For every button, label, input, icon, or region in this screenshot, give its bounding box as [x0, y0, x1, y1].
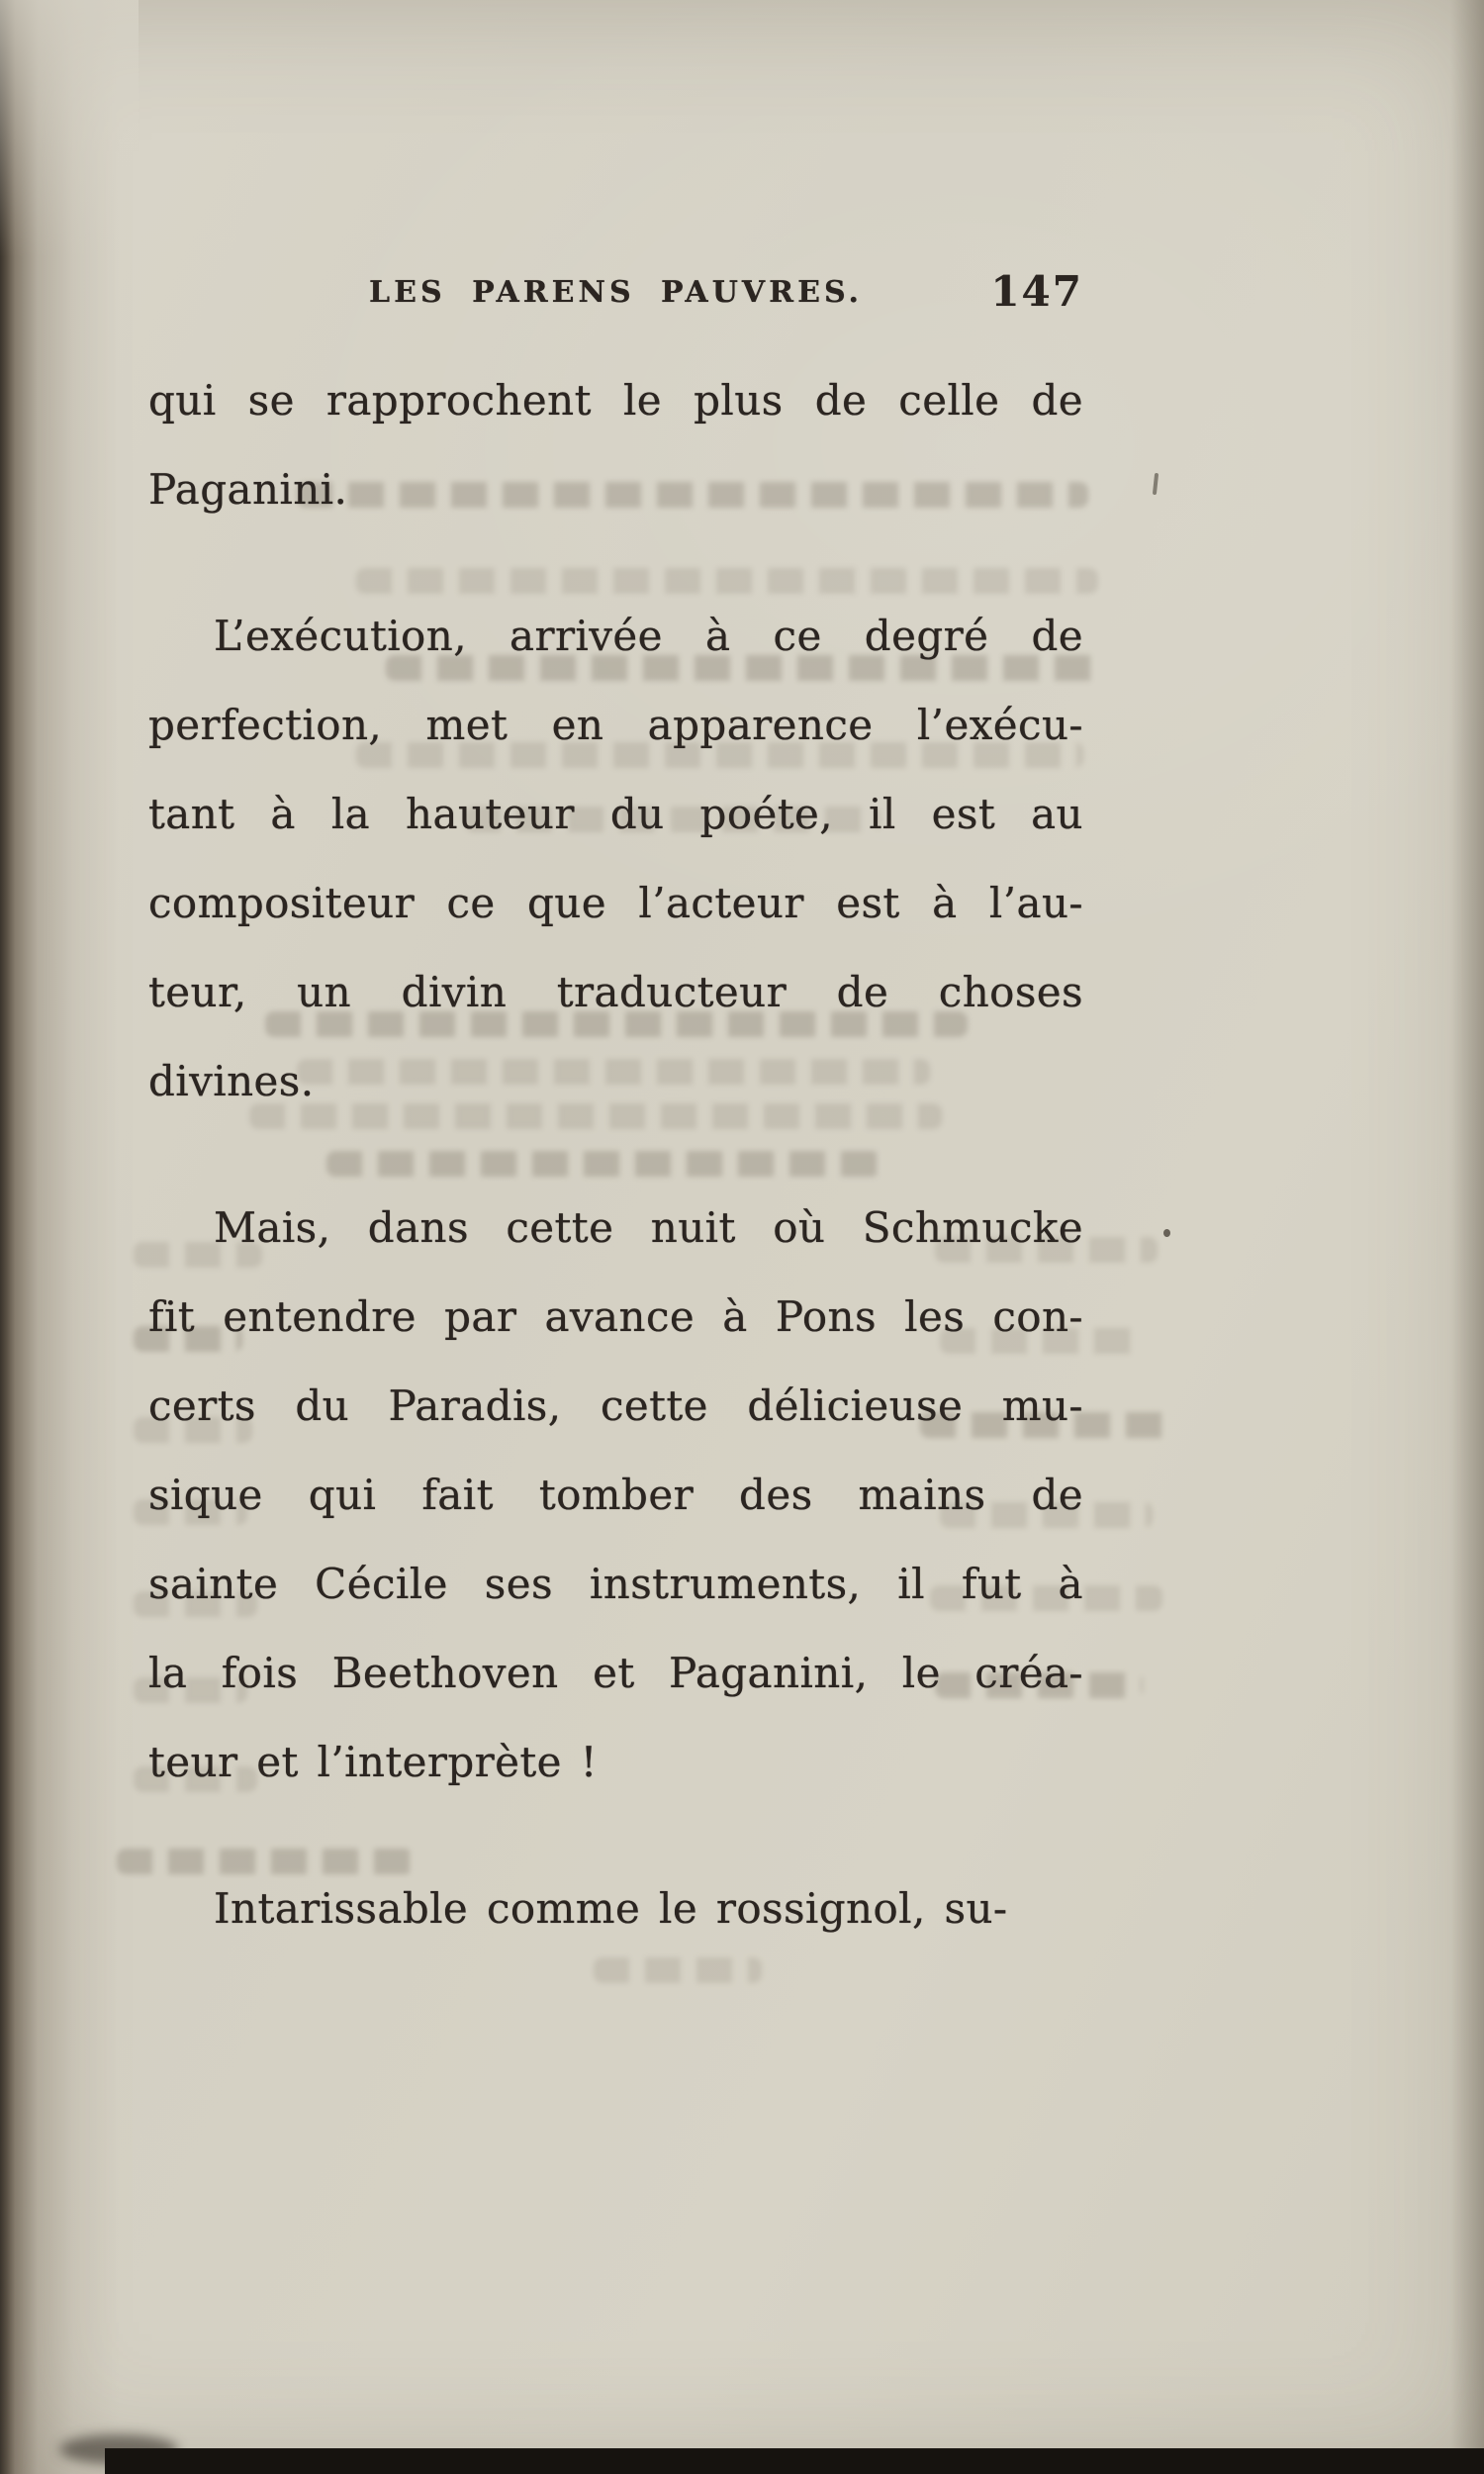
text-line: Paganini. [148, 465, 348, 514]
page-number: 147 [990, 267, 1083, 316]
paragraph [148, 1864, 1083, 1953]
text-line: perfection, met en apparence l’exécu- [148, 701, 1083, 749]
paragraph [148, 356, 1083, 534]
binding-highlight-top [0, 0, 139, 257]
binding-shadow-left [0, 0, 119, 2474]
text-block [148, 356, 1083, 1953]
running-title: LES PARENS PAUVRES. [369, 275, 863, 310]
text-line: compositeur ce que l’acteur est à l’au- [148, 879, 1083, 927]
paragraph [148, 1184, 1083, 1807]
text-line: L’exécution, arrivée à ce degré de [214, 612, 1083, 660]
text-line: divines. [148, 1057, 315, 1105]
text-line: teur, un divin traducteur de choses [148, 968, 1083, 1016]
text-line: Mais, dans cette nuit où Schmucke [214, 1203, 1083, 1252]
ink-speck [1153, 473, 1159, 495]
text-line: Intarissable comme le rossignol, su- [214, 1884, 1008, 1933]
text-line: sainte Cécile ses instruments, il fut à [148, 1560, 1083, 1608]
running-header [148, 267, 1083, 321]
text-line: la fois Beethoven et Paganini, le créa- [148, 1649, 1083, 1697]
scan-black-bar [105, 2448, 1484, 2474]
text-line: teur et l’interprète ! [148, 1738, 598, 1786]
text-line: certs du Paradis, cette délicieuse mu- [148, 1381, 1083, 1430]
paragraph [148, 592, 1083, 1126]
ink-speck [1163, 1229, 1170, 1237]
text-line: qui se rapprochent le plus de celle de [148, 376, 1083, 425]
text-line: tant à la hauteur du poéte, il est au [148, 790, 1083, 838]
text-line: fit entendre par avance à Pons les con- [148, 1292, 1083, 1341]
text-line: sique qui fait tomber des mains de [148, 1471, 1083, 1519]
page-edge-right [1450, 0, 1484, 2474]
bleed-through-mark [594, 1957, 762, 1983]
